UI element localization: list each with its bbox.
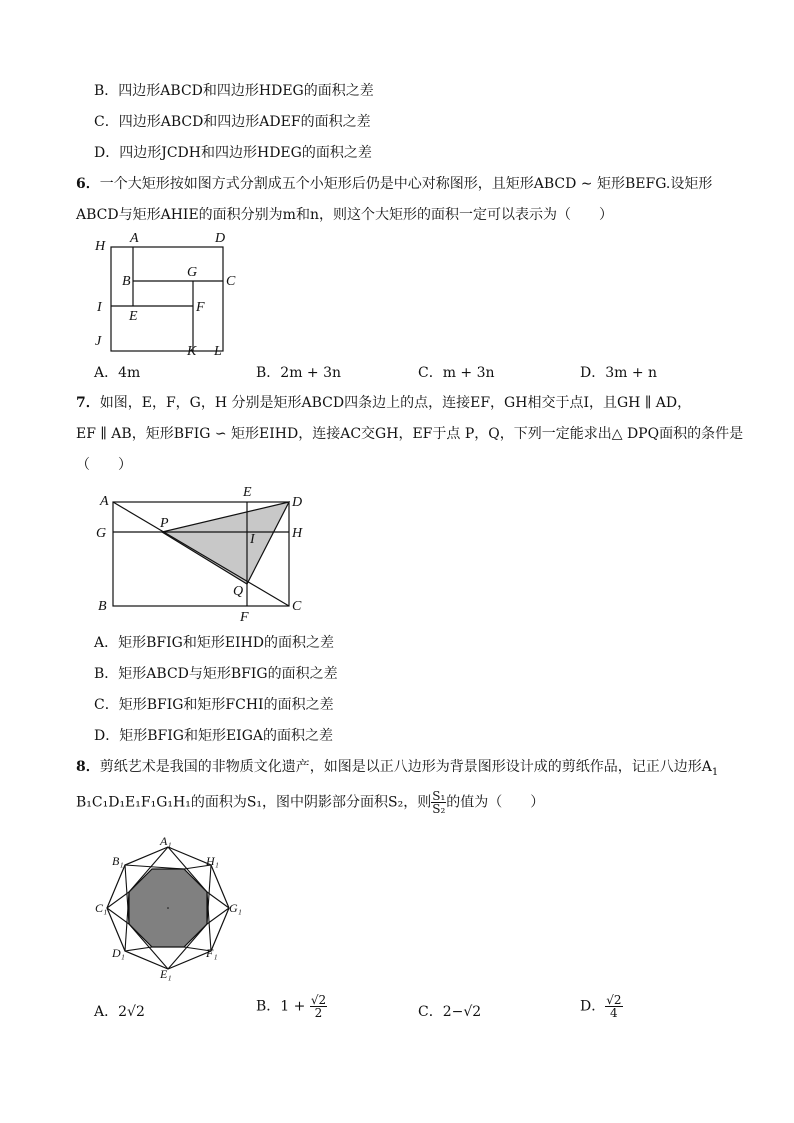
q6-text2: ABCD与矩形AHIE的面积分别为m和n，则这个大矩形的面积一定可以表示为（ ） [76, 207, 613, 223]
q7-label-I: I [250, 532, 255, 547]
q8-label-E1: E₁ [160, 967, 172, 981]
q7-triangle-DPQ [162, 502, 289, 584]
q7-label-D: D [292, 495, 303, 510]
q8-option-d [580, 994, 623, 1019]
q6-label-L: L [214, 344, 222, 359]
q7-label-Q: Q [233, 584, 244, 599]
q7-label-H: H [292, 526, 303, 541]
q8-frac-den: S₂ [432, 802, 446, 816]
q8-label-C1: C₁ [95, 901, 108, 915]
q6-label-H: H [95, 239, 106, 254]
q8-label-D1: D₁ [112, 946, 125, 960]
q8-option-d-frac [605, 994, 622, 1019]
q8-label-B1: B₁ [112, 854, 124, 868]
q7-label-B: B [98, 599, 107, 614]
q8-option-a: A．2√2 [94, 1004, 145, 1020]
q8-option-b-den: 2 [314, 1006, 323, 1020]
q6-option-a: A．4m [94, 365, 141, 381]
prev-option-c: C．四边形ABCD和四边形ADEF的面积之差 [94, 114, 371, 130]
q6-label-D: D [215, 231, 226, 246]
q6-label-J: J [95, 334, 102, 349]
q8-option-d-num: √2 [606, 993, 622, 1007]
q7-figure [90, 480, 320, 622]
q8-option-b-num: √2 [310, 993, 327, 1007]
q7-label-E: E [243, 485, 252, 500]
q8-label-F1: F₁ [206, 946, 218, 960]
q6-option-d: D．3m + n [580, 365, 658, 381]
q8-option-d-den: 4 [610, 1006, 618, 1020]
q8-text2a: B₁C₁D₁E₁F₁G₁H₁的面积为S₁，图中阴影部分面积S₂，则 [76, 794, 432, 811]
q7-label-G: G [96, 526, 107, 541]
q7-text3: （ ） [76, 457, 132, 473]
q7-option-a: A．矩形BFIG和矩形EIHD的面积之差 [94, 635, 335, 651]
q7-label-P: P [160, 516, 169, 531]
prev-option-d: D．四边形JCDH和四边形HDEG的面积之差 [94, 145, 372, 161]
q6-option-c: C．m + 3n [418, 365, 495, 381]
q7-option-d: D．矩形BFIG和矩形EIGA的面积之差 [94, 728, 333, 744]
q8-option-b-frac [310, 994, 327, 1019]
q7-stem-line1 [76, 393, 691, 413]
q8-label-A1: A₁ [160, 834, 172, 848]
q6-text1: 一个大矩形按如图方式分割成五个小矩形后仍是中心对称图形，且矩形ABCD ∼ 矩形BEFG.设矩形 [99, 176, 713, 192]
q8-stem-line2 [76, 790, 544, 815]
q8-text2b: 的值为（ ） [446, 794, 545, 811]
q6-figure [90, 228, 250, 360]
q8-label-H1: H₁ [206, 854, 219, 868]
q8-label-G1: G₁ [229, 901, 242, 915]
q6-label-C: C [226, 274, 236, 289]
q8-text1-sub: 1 [711, 766, 719, 778]
q8-frac-num: S₁ [432, 789, 446, 803]
q8-number: 8． [76, 759, 100, 775]
q6-label-F: F [196, 300, 205, 315]
q6-option-b: B．2m + 3n [256, 365, 342, 381]
q7-label-F: F [240, 610, 249, 622]
q8-fraction [431, 790, 446, 815]
q8-stem-line1 [76, 757, 718, 783]
q6-label-B: B [122, 274, 131, 289]
prev-option-b: B．四边形ABCD和四边形HDEG的面积之差 [94, 83, 374, 99]
q8-text1: 剪纸艺术是我国的非物质文化遗产，如图是以正八边形为背景图形设计成的剪纸作品，记正八边形A [99, 759, 712, 775]
q6-outer-rect [111, 247, 223, 351]
q7-text2: EF ∥ AB，矩形BFIG ∽ 矩形EIHD，连接AC交GH，EF于点 P，Q，下列一定能求出△ DPQ面积的条件是 [76, 426, 744, 442]
q8-option-c: C．2−√2 [418, 1004, 482, 1020]
q7-option-b: B．矩形ABCD与矩形BFIG的面积之差 [94, 666, 338, 682]
q6-label-G: G [187, 265, 198, 280]
q7-number: 7． [76, 395, 100, 411]
q6-stem-line1 [76, 174, 712, 194]
q6-number: 6． [76, 176, 100, 192]
q7-label-C: C [292, 599, 302, 614]
q6-label-E: E [129, 309, 138, 324]
q8-option-d-prefix: D． [580, 998, 606, 1015]
q6-label-A: A [130, 231, 139, 246]
q8-option-b [256, 994, 327, 1019]
q6-label-K: K [187, 344, 197, 359]
q7-label-A: A [100, 494, 109, 509]
q8-option-b-prefix: B．1 + [256, 998, 310, 1015]
q7-text1: 如图，E，F，G，H 分别是矩形ABCD四条边上的点，连接EF，GH相交于点I，且GH ∥ AD， [99, 395, 692, 411]
q6-label-I: I [97, 300, 102, 315]
q7-option-c: C．矩形BFIG和矩形FCHI的面积之差 [94, 697, 334, 713]
q8-figure [92, 834, 252, 982]
